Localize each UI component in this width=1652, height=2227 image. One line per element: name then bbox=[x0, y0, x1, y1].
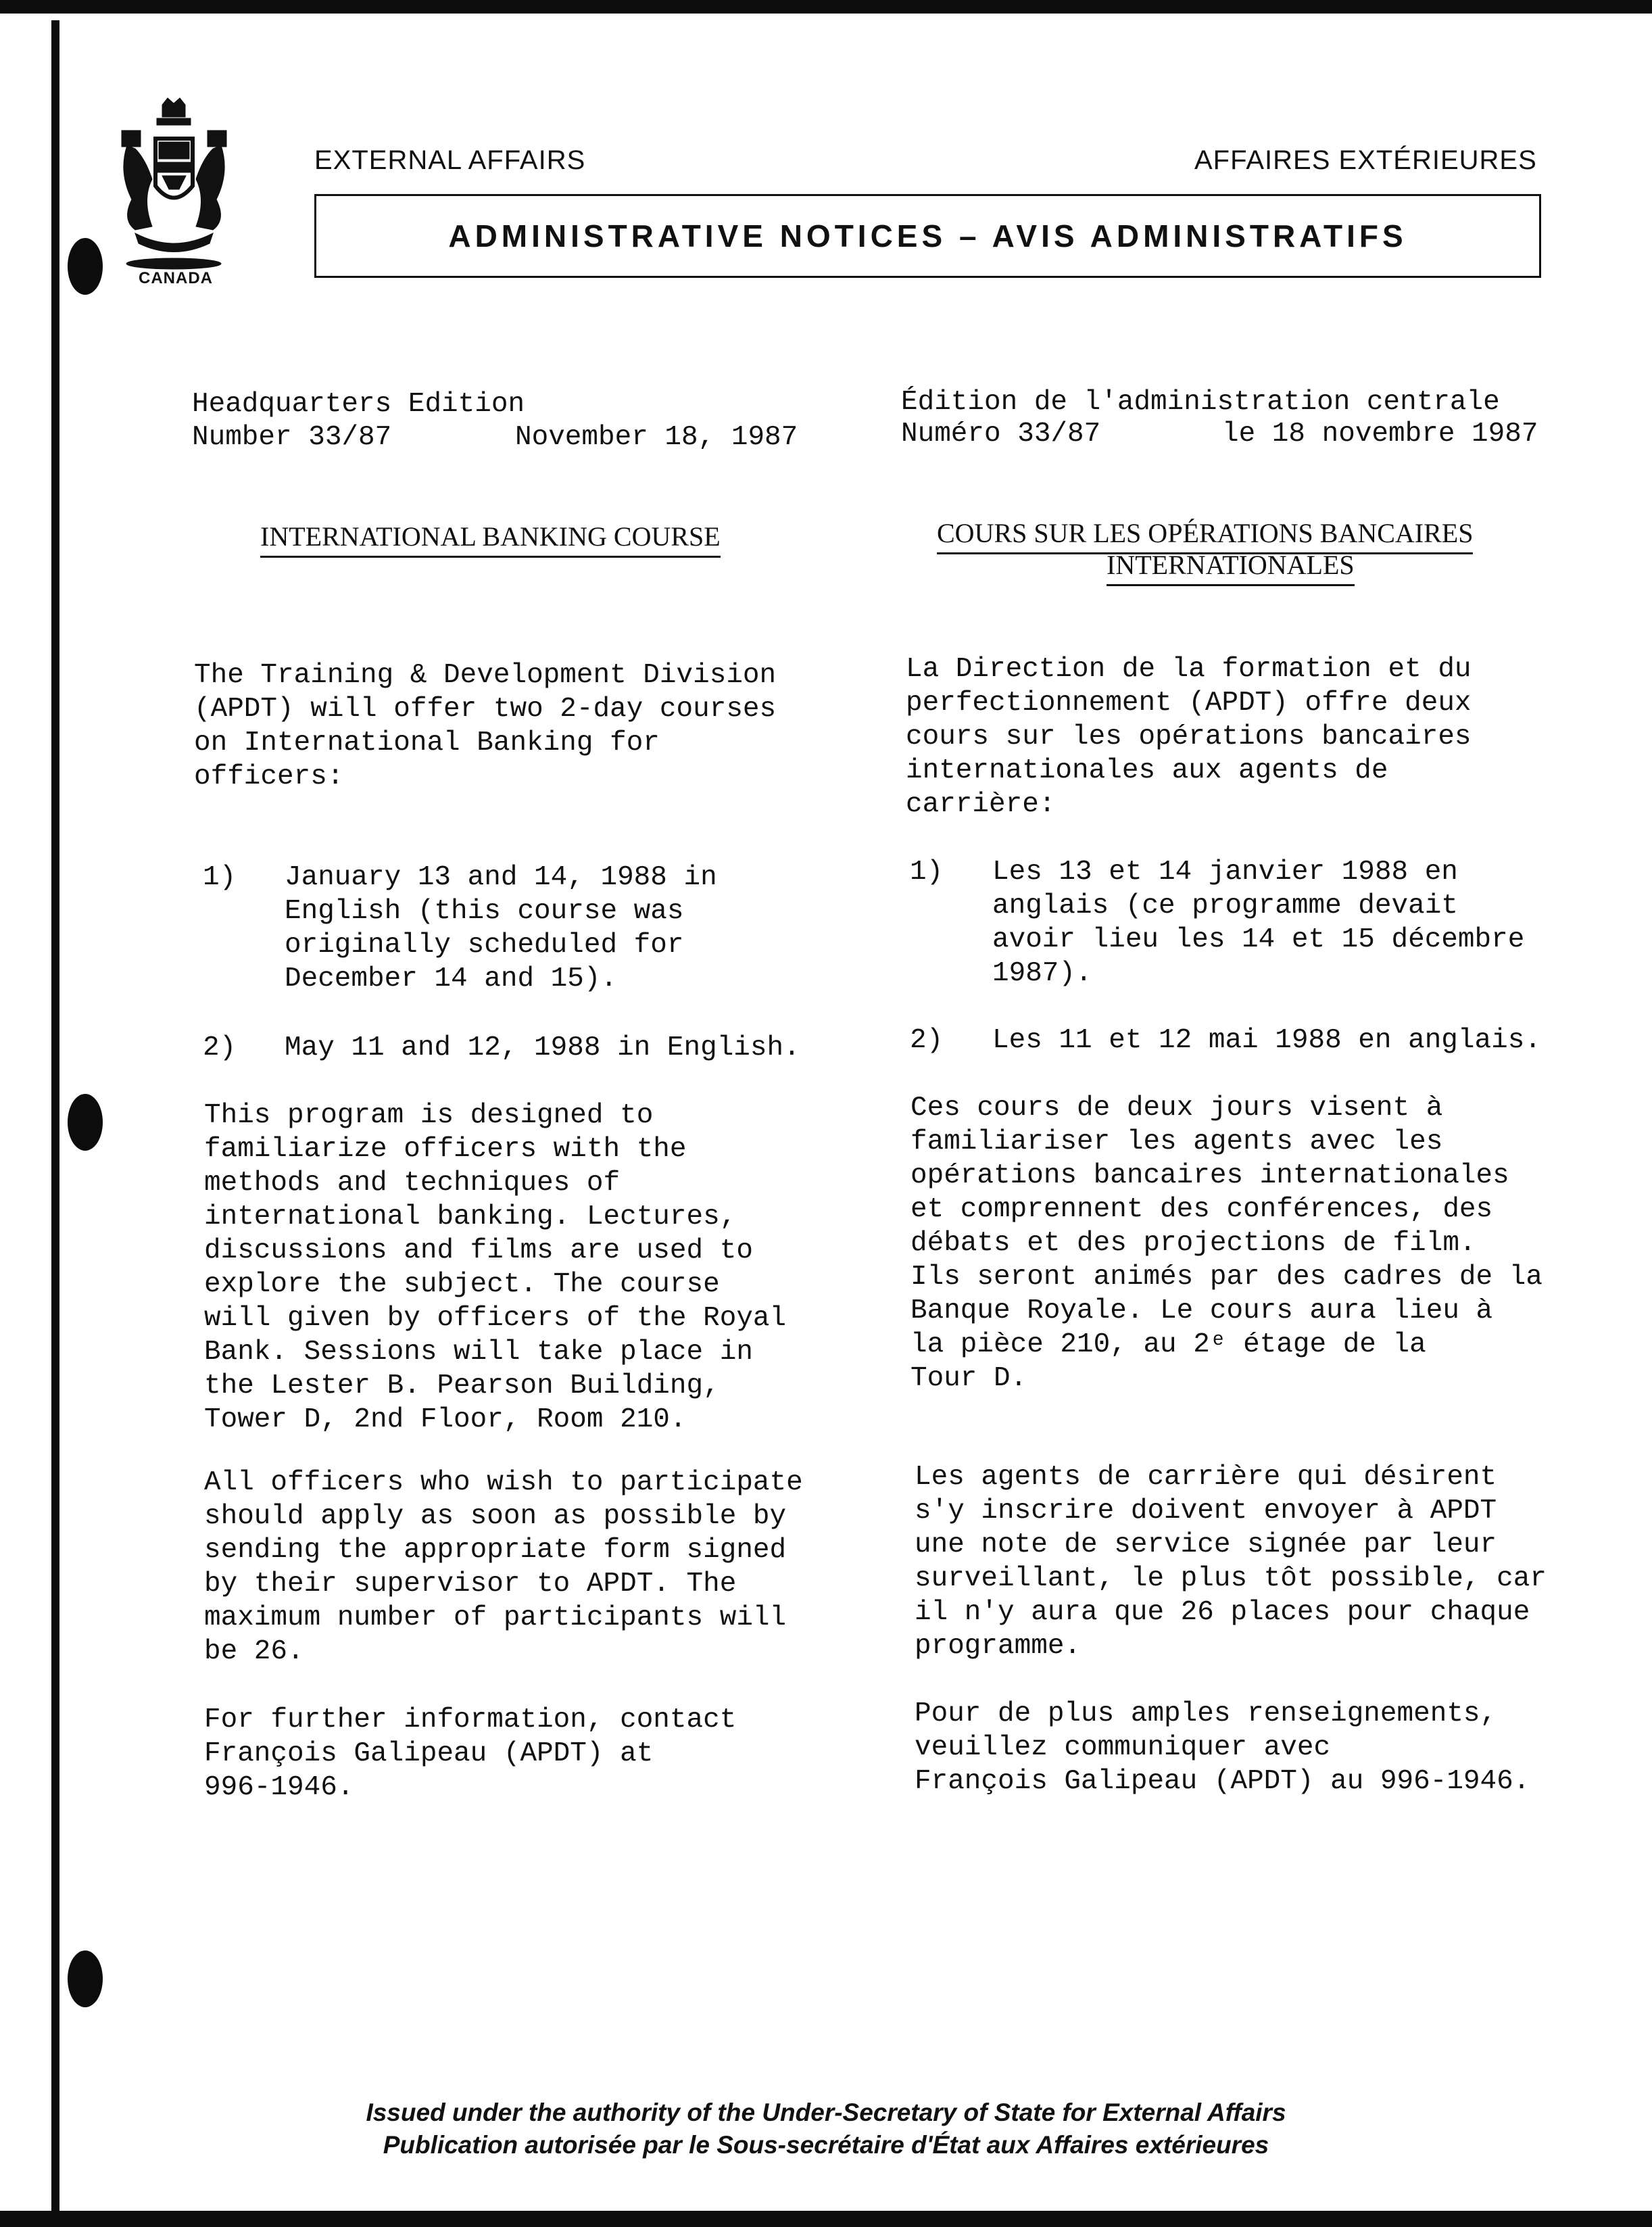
list-item-number: 1) bbox=[203, 862, 237, 893]
program-paragraph-fr: Ces cours de deux jours visent à familiariser les agents avec les opérations bancaires internationales et comprennent des conférences, des débats et des projections de film. Ils seront animés par des cadres de la Banque Royale. Le cours aura lieu à la pièce 210, au 2ᵉ étage de la Tour D. bbox=[910, 1093, 1542, 1394]
title-en: INTERNATIONAL BANKING COURSE bbox=[260, 521, 721, 558]
intro-fr: La Direction de la formation et du perfectionnement (APDT) offre deux cours sur les opérations bancaires internationales aux agents de carrière: bbox=[906, 654, 1472, 820]
punch-hole bbox=[68, 238, 103, 295]
number-fr: Numéro 33/87 bbox=[901, 418, 1101, 450]
date-en: November 18, 1987 bbox=[515, 422, 798, 453]
number-en: Number 33/87 bbox=[192, 422, 392, 453]
title-fr-line1: COURS SUR LES OPÉRATIONS BANCAIRES bbox=[937, 517, 1473, 554]
binding-line bbox=[51, 20, 59, 2218]
scan-bottom-edge bbox=[0, 2211, 1652, 2227]
dept-name-english: EXTERNAL AFFAIRS bbox=[314, 145, 586, 175]
list-item-number: 1) bbox=[910, 857, 944, 888]
punch-hole bbox=[68, 1094, 103, 1151]
footer-authority-fr: Publication autorisée par le Sous-secrétaire d'État aux Affaires extérieures bbox=[383, 2131, 1269, 2159]
notice-banner: ADMINISTRATIVE NOTICES – AVIS ADMINISTRATIFS bbox=[314, 194, 1541, 278]
dept-name-french: AFFAIRES EXTÉRIEURES bbox=[1194, 145, 1537, 175]
canada-coat-of-arms-icon bbox=[115, 91, 233, 287]
contact-paragraph-fr: Pour de plus amples renseignements, veuillez communiquer avec François Galipeau (APDT) au 996-1946. bbox=[915, 1698, 1530, 1797]
title-fr-line2: INTERNATIONALES bbox=[1107, 549, 1355, 586]
apply-paragraph-fr: Les agents de carrière qui désirent s'y inscrire doivent envoyer à APDT une note de service signée par leur surveillant, le plus tôt possible, car il n'y aura que 26 places pour chaque programme. bbox=[915, 1462, 1547, 1662]
list-item-text: Les 13 et 14 janvier 1988 en anglais (ce programme devait avoir lieu les 14 et 15 décembre 1987). bbox=[992, 857, 1525, 989]
date-fr: le 18 novembre 1987 bbox=[1222, 418, 1538, 450]
list-item-text: May 11 and 12, 1988 in English. bbox=[285, 1032, 800, 1063]
list-item-text: Les 11 et 12 mai 1988 en anglais. bbox=[992, 1025, 1541, 1056]
list-item-number: 2) bbox=[203, 1032, 237, 1063]
program-paragraph-en: This program is designed to familiarize officers with the methods and techniques of international banking. Lectures, discussions and films are used to explore the subject. The course will given by officers of the Royal Bank. Sessions will take place in the Lester B. Pearson Building, Tower D, 2nd Floor, Room 210. bbox=[204, 1100, 787, 1435]
intro-en: The Training & Development Division (APDT) will offer two 2-day courses on International Banking for officers: bbox=[194, 660, 777, 792]
footer-authority-en: Issued under the authority of the Under-Secretary of State for External Affairs bbox=[366, 2099, 1286, 2126]
contact-paragraph-en: For further information, contact François Galipeau (APDT) at 996-1946. bbox=[204, 1704, 737, 1803]
scan-top-edge bbox=[0, 0, 1652, 14]
punch-hole bbox=[68, 1950, 103, 2007]
country-label: CANADA bbox=[139, 269, 213, 287]
list-item-text: January 13 and 14, 1988 in English (this course was originally scheduled for December 14 and 15). bbox=[285, 862, 717, 995]
edition-fr: Édition de l'administration centrale bbox=[901, 387, 1500, 418]
list-item-number: 2) bbox=[910, 1025, 944, 1056]
apply-paragraph-en: All officers who wish to participate should apply as soon as possible by sending the appropriate form signed by their supervisor to APDT. The maximum number of participants will be 26. bbox=[204, 1467, 803, 1667]
edition-en: Headquarters Edition bbox=[192, 389, 525, 420]
